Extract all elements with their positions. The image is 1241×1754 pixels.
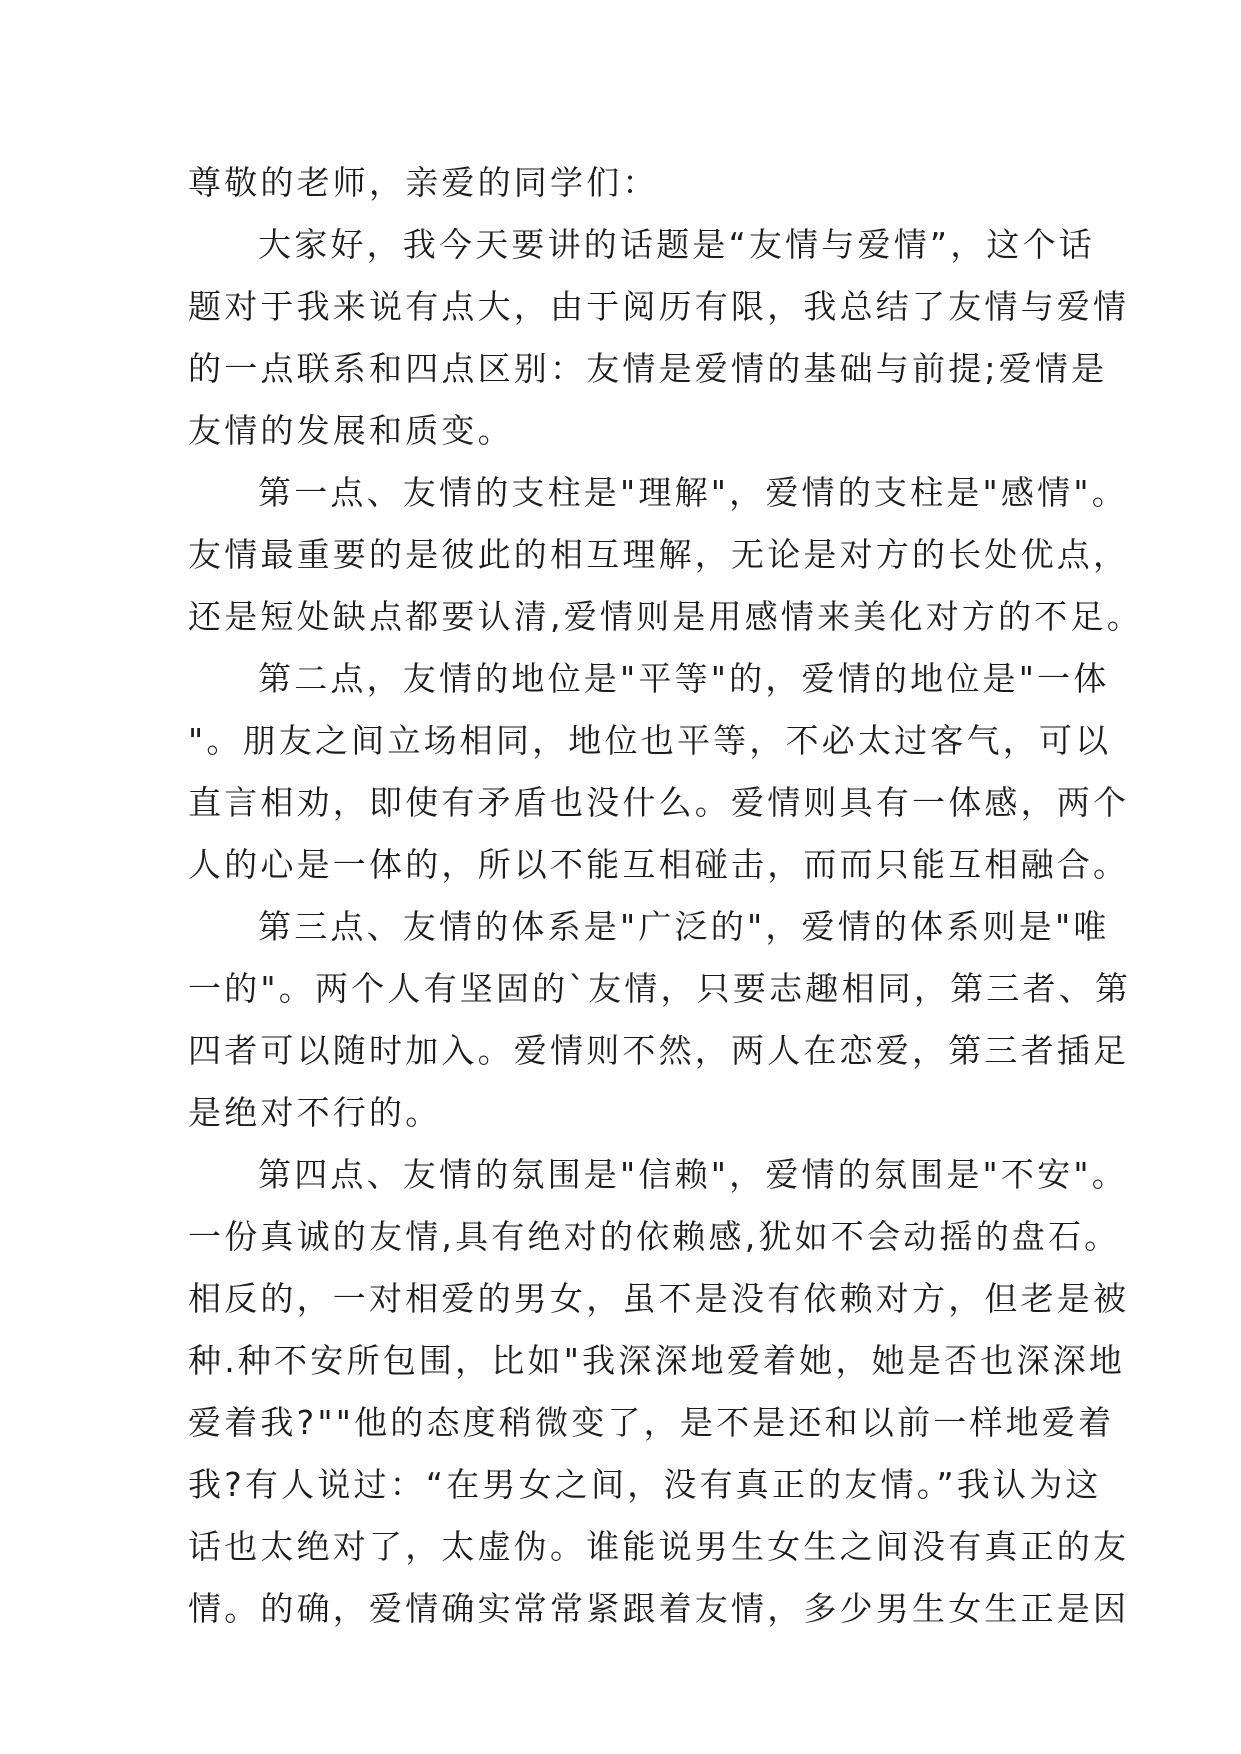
text-line: 第二点，友情的地位是"平等"的，爱情的地位是"一体: [258, 659, 1110, 698]
text-line: 人的心是一体的，所以不能互相碰击，而而只能互相融合。: [188, 845, 1130, 884]
text-line: 第三点、友情的体系是"广泛的"，爱情的体系则是"唯: [258, 907, 1110, 946]
text-line: 是绝对不行的。: [188, 1093, 442, 1132]
text-line: 话也太绝对了，太虚伪。谁能说男生女生之间没有真正的友: [188, 1527, 1130, 1566]
speech-text: [188, 152, 1143, 1640]
text-line: "。朋友之间立场相同，地位也平等，不必太过客气，可以: [188, 721, 1112, 760]
text-line: 还是短处缺点都要认清,爱情则是用感情来美化对方的不足。: [188, 597, 1143, 636]
text-line: 第一点、友情的支柱是"理解"，爱情的支柱是"感情"。: [258, 473, 1128, 512]
text-line: 一的"。两个人有坚固的`友情，只要志趣相同，第三者、第: [188, 969, 1132, 1008]
text-line: 一份真诚的友情,具有绝对的依赖感,犹如不会动摇的盘石。: [188, 1217, 1121, 1256]
text-line: 的一点联系和四点区别：友情是爱情的基础与前提;爱情是: [188, 349, 1108, 388]
text-line: 友情的发展和质变。: [188, 411, 514, 450]
text-line: 相反的，一对相爱的男女，虽不是没有依赖对方，但老是被: [188, 1279, 1130, 1318]
text-line: 我?有人说过：“在男女之间，没有真正的友情。”我认为这: [188, 1465, 1102, 1504]
text-line: 友情最重要的是彼此的相互理解，无论是对方的长处优点，: [188, 535, 1130, 574]
text-line: 四者可以随时加入。爱情则不然，两人在恋爱，第三者插足: [188, 1031, 1130, 1070]
text-line: 爱着我?""他的态度稍微变了，是不是还和以前一样地爱着: [188, 1403, 1115, 1442]
text-line: 直言相劝，即使有矛盾也没什么。爱情则具有一体感，两个: [188, 783, 1130, 822]
text-line: 大家好，我今天要讲的话题是“友情与爱情”，这个话: [258, 225, 1095, 264]
text-line: 尊敬的老师，亲爱的同学们：: [188, 163, 659, 202]
text-line: 第四点、友情的氛围是"信赖"，爱情的氛围是"不安"。: [258, 1155, 1128, 1194]
text-line: 题对于我来说有点大，由于阅历有限，我总结了友情与爱情: [188, 287, 1130, 326]
text-line: 情。的确，爱情确实常常紧跟着友情，多少男生女生正是因: [188, 1589, 1130, 1628]
text-line: 种.种不安所包围，比如"我深深地爱着她，她是否也深深地: [188, 1341, 1126, 1380]
